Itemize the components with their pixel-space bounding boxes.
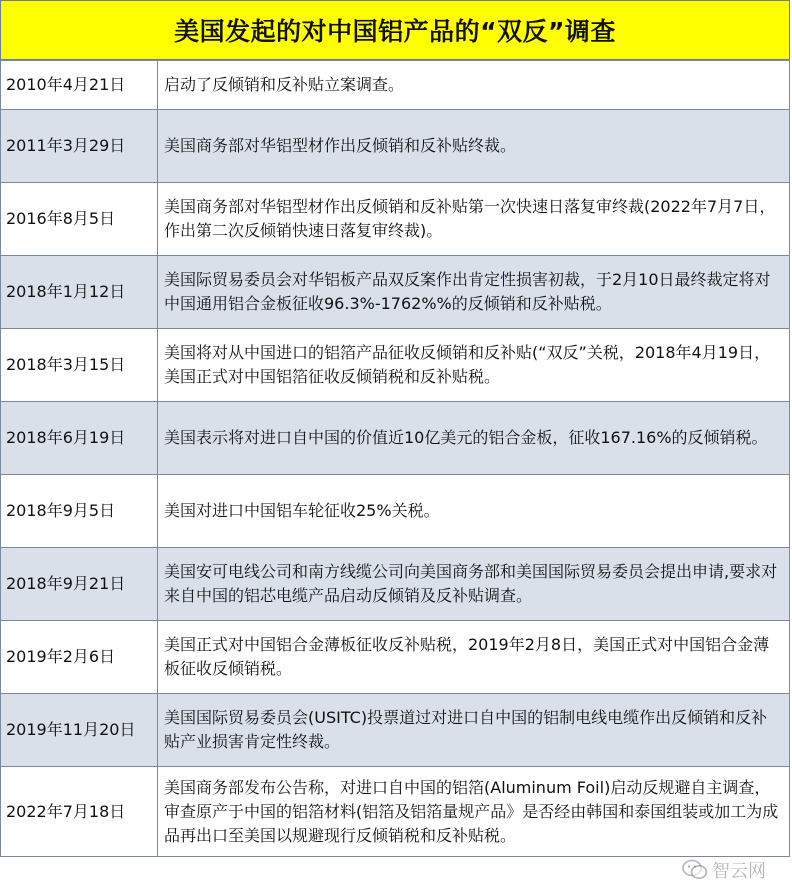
table-row	[1, 256, 790, 329]
table-row	[1, 402, 790, 475]
table-row	[1, 329, 790, 402]
event-description: 启动了反倾销和反补贴立案调查。	[158, 61, 790, 110]
event-date: 2018年3月15日	[1, 329, 158, 402]
event-date: 2019年11月20日	[1, 694, 158, 767]
event-date: 2016年8月5日	[1, 183, 158, 256]
table-row	[1, 110, 790, 183]
event-description: 美国国际贸易委员会(USITC)投票道过对进口自中国的铝制电线电缆作出反倾销和反补贴产业损害肯定性终裁。	[158, 694, 790, 767]
event-date: 2018年1月12日	[1, 256, 158, 329]
event-description: 美国对进口中国铝车轮征收25%关税。	[158, 475, 790, 548]
event-description: 美国安可电线公司和南方线缆公司向美国商务部和美国国际贸易委员会提出申请,要求对来自中国的铝芯电缆产品启动反倾销及反补贴调查。	[158, 548, 790, 621]
event-description: 美国际贸易委员会对华铝板产品双反案作出肯定性损害初裁，于2月10日最终裁定将对中国通用铝合金板征收96.3%-1762%%的反倾销和反补贴税。	[158, 256, 790, 329]
table-row	[1, 694, 790, 767]
table-row	[1, 621, 790, 694]
events-table	[0, 60, 790, 857]
event-date: 2018年9月5日	[1, 475, 158, 548]
event-description: 美国将对从中国进口的铝箔产品征收反倾销和反补贴(“双反”关税，2018年4月19日，美国正式对中国铝箔征收反倾销税和反补贴税。	[158, 329, 790, 402]
event-description: 美国表示将对进口自中国的价值近10亿美元的铝合金板，征收167.16%的反倾销税。	[158, 402, 790, 475]
event-description: 美国商务部发布公告称，对进口自中国的铝箔(Aluminum Foil)启动反规避自主调查，审查原产于中国的铝箔材料(铝箔及铝箔量规产品》是否经由韩国和泰国组装或加工为成品再出口至美国以规避现行反倾销税和反补贴税。	[158, 767, 790, 857]
table-title: 美国发起的对中国铝产品的“双反”调查	[0, 0, 790, 60]
table-row	[1, 767, 790, 857]
event-description: 美国商务部对华铝型材作出反倾销和反补贴终裁。	[158, 110, 790, 183]
event-description: 美国商务部对华铝型材作出反倾销和反补贴第一次快速日落复审终裁(2022年7月7日，作出第二次反倾销快速日落复审终裁)。	[158, 183, 790, 256]
event-date: 2022年7月18日	[1, 767, 158, 857]
event-date: 2011年3月29日	[1, 110, 158, 183]
table-row	[1, 183, 790, 256]
events-table-body	[1, 61, 790, 857]
watermark	[682, 857, 766, 883]
event-date: 2010年4月21日	[1, 61, 158, 110]
event-date: 2019年2月6日	[1, 621, 158, 694]
table-row	[1, 61, 790, 110]
event-date: 2018年6月19日	[1, 402, 158, 475]
watermark-text: 智云网	[712, 861, 766, 882]
event-description: 美国正式对中国铝合金薄板征收反补贴税，2019年2月8日，美国正式对中国铝合金薄板征收反倾销税。	[158, 621, 790, 694]
table-row	[1, 475, 790, 548]
wechat-icon	[682, 859, 708, 881]
table-row	[1, 548, 790, 621]
event-date: 2018年9月21日	[1, 548, 158, 621]
